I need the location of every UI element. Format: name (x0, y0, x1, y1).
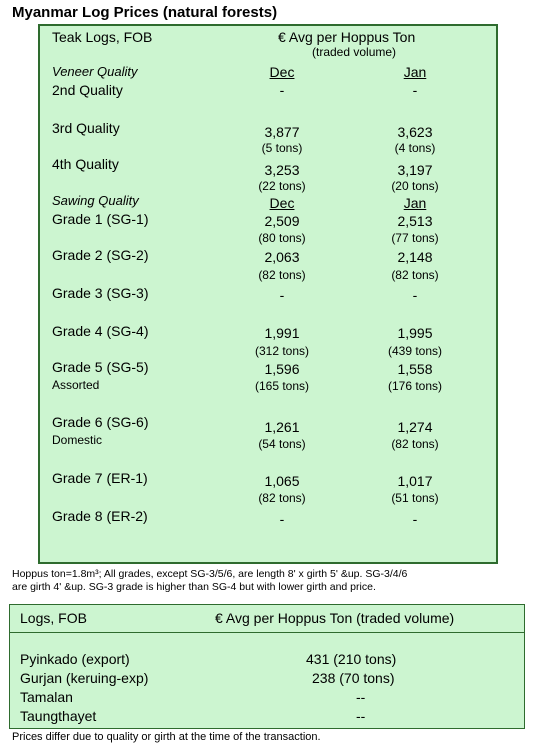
jan-value: - (412, 287, 418, 303)
veneer-quality-label: Veneer Quality (52, 64, 138, 79)
logs-row-value: -- (356, 708, 366, 724)
dec-volume: (82 tons) (258, 268, 306, 282)
jan-volume: (82 tons) (391, 268, 439, 282)
teak-logs-table (38, 24, 498, 564)
row-label: 4th Quality (52, 156, 119, 172)
dec-value: 1,991 (264, 325, 300, 341)
logs-header-left: Logs, FOB (20, 610, 87, 626)
jan-volume: (4 tons) (394, 141, 436, 155)
dec-volume: (22 tons) (258, 179, 306, 193)
jan-value: 2,148 (397, 249, 433, 265)
dec-value: - (279, 511, 285, 527)
teak-header-left: Teak Logs, FOB (52, 29, 153, 45)
jan-column-header: Jan (403, 64, 427, 80)
dec-value: - (279, 82, 285, 98)
logs-header-divider (9, 632, 525, 633)
hoppus-note-line1: Hoppus ton=1.8m³; All grades, except SG-3/5/6, are length 8' x girth 5' &up. SG-3/4/6 (12, 568, 408, 580)
jan-value: 3,623 (397, 124, 433, 140)
row-label: 3rd Quality (52, 120, 120, 136)
logs-row-value: -- (356, 689, 366, 705)
logs-row-label: Tamalan (20, 689, 73, 705)
jan-volume: (77 tons) (391, 231, 439, 245)
page-title: Myanmar Log Prices (natural forests) (12, 4, 278, 21)
row-label: Grade 5 (SG-5) (52, 359, 149, 375)
row-label: Grade 3 (SG-3) (52, 285, 149, 301)
dec-value: 3,253 (264, 162, 300, 178)
dec-column-header: Dec (269, 64, 295, 80)
dec-volume: (165 tons) (254, 379, 310, 393)
row-sublabel: Domestic (52, 433, 103, 447)
row-label: Grade 4 (SG-4) (52, 323, 149, 339)
dec-value: 1,065 (264, 473, 300, 489)
jan-value: - (412, 82, 418, 98)
dec-value: 1,596 (264, 361, 300, 377)
jan-column-header-2: Jan (403, 195, 427, 211)
jan-value: 1,995 (397, 325, 433, 341)
other-logs-table (9, 604, 525, 729)
logs-row-label: Taungthayet (20, 708, 97, 724)
jan-value: 2,513 (397, 213, 433, 229)
logs-row-value: 238 (70 tons) (312, 670, 395, 686)
jan-value: 1,274 (397, 419, 433, 435)
dec-value: - (279, 287, 285, 303)
row-label: Grade 1 (SG-1) (52, 211, 149, 227)
jan-volume: (20 tons) (391, 179, 439, 193)
row-label: Grade 7 (ER-1) (52, 470, 148, 486)
dec-value: 1,261 (264, 419, 300, 435)
sawing-quality-label: Sawing Quality (52, 193, 139, 208)
row-label: Grade 2 (SG-2) (52, 247, 149, 263)
dec-value: 2,063 (264, 249, 300, 265)
jan-volume: (439 tons) (387, 344, 443, 358)
teak-header-right-sub: (traded volume) (312, 45, 397, 59)
jan-value: 3,197 (397, 162, 433, 178)
row-label: Grade 6 (SG-6) (52, 414, 149, 430)
jan-volume: (176 tons) (387, 379, 443, 393)
jan-value: 1,017 (397, 473, 433, 489)
dec-volume: (80 tons) (258, 231, 306, 245)
dec-value: 2,509 (264, 213, 300, 229)
logs-row-value: 431 (210 tons) (306, 651, 397, 667)
logs-header-right: € Avg per Hoppus Ton (traded volume) (215, 610, 455, 626)
row-label: Grade 8 (ER-2) (52, 508, 148, 524)
footer-note: Prices differ due to quality or girth at the time of the transaction. (12, 731, 321, 743)
dec-column-header-2: Dec (269, 195, 295, 211)
jan-value: 1,558 (397, 361, 433, 377)
teak-header-right: € Avg per Hoppus Ton (278, 29, 416, 45)
row-sublabel: Assorted (52, 378, 100, 392)
logs-row-label: Pyinkado (export) (20, 651, 130, 667)
jan-volume: (51 tons) (391, 491, 439, 505)
logs-row-label: Gurjan (keruing-exp) (20, 670, 149, 686)
dec-value: 3,877 (264, 124, 300, 140)
dec-volume: (312 tons) (254, 344, 310, 358)
row-label: 2nd Quality (52, 82, 123, 98)
dec-volume: (5 tons) (261, 141, 303, 155)
dec-volume: (82 tons) (258, 491, 306, 505)
jan-value: - (412, 511, 418, 527)
hoppus-note-line2: are girth 4' &up. SG-3 grade is higher than SG-4 but with lower girth and price. (12, 581, 376, 593)
jan-volume: (82 tons) (391, 437, 439, 451)
dec-volume: (54 tons) (258, 437, 306, 451)
